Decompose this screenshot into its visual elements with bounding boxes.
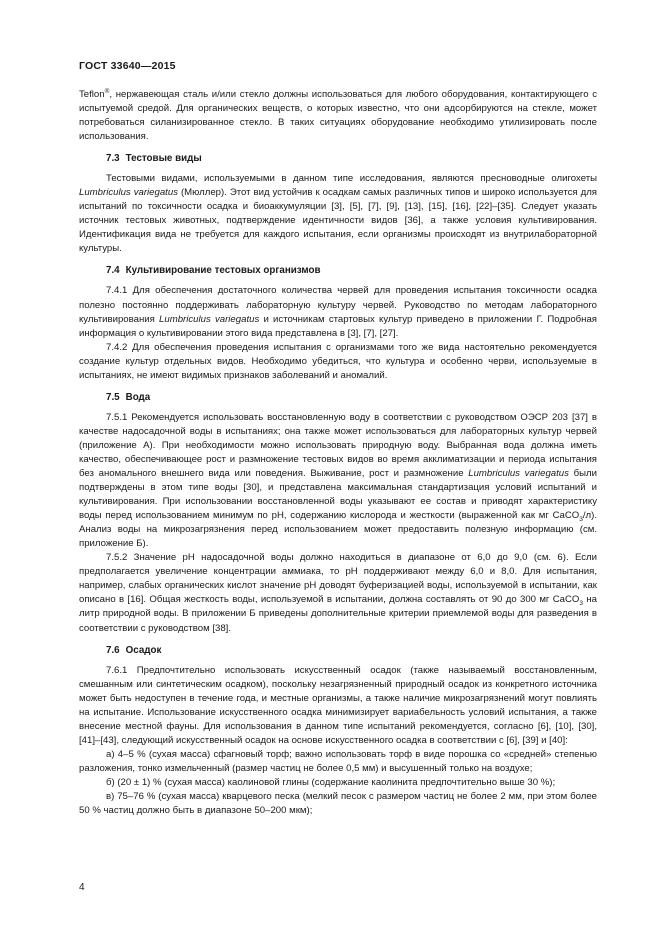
paragraph-7-6-1: 7.6.1 Предпочтительно использовать искусственный осадок (также называемый восстановленным, смешанным или синтетическим осадком), поскольку незагрязненный природный осадок из конкретного источника может быть недоступен в течение года, и местные организмы, а также наличие микрозагрязнений могут повлиять на испытание. Использование искусственного осадка минимизирует вариабельность условий испытания, а также внесение местной фауны. Для использования в данном типе испытаний рекомендуется, согласно [6], [10], [30], [41]–[43], следующий искусственный осадок на основе искусственного осадка в соответствии с [6], [39] и [40]: xyxy=(79,664,597,746)
section-heading-7-5: 7.5 Вода xyxy=(106,391,151,403)
document-header-title: ГОСТ 33640—2015 xyxy=(79,60,176,72)
section-heading-7-6: 7.6 Осадок xyxy=(106,644,162,656)
page-number: 4 xyxy=(79,882,85,893)
document-body xyxy=(79,88,597,818)
paragraph-7-4-2: 7.4.2 Для обеспечения проведения испытания с организмами того же вида настоятельно рекомендуется создание культур отдельных видов. Необходимо убедиться, что культура и особенно черви, используемые в испытаниях, не имеют видимых признаков заболеваний и аномалий. xyxy=(79,341,597,381)
section-heading-7-3: 7.3 Тестовые виды xyxy=(106,153,202,165)
list-item-c: в) 75–76 % (сухая масса) кварцевого песка (мелкий песок с размером частиц не более 2 мм, при этом более 50 % частиц должно быть в диапазоне 50–200 мкм); xyxy=(79,790,597,817)
paragraph-7-5-2: 7.5.2 Значение pH надосадочной воды должно находиться в диапазоне от 6,0 до 9,0 (см. 6). Если предполагается увеличение концентрации аммиака, то pH поддерживают между 6,0 и 8,0. Для испытания, например, слабых органических кислот значение pH доводят буферизацией воды, используемой в испытании, как описано в [16]. Общая жесткость воды, используемой в испытании, должна составлять от 90 до 300 мг CaCO$_3$ на литр природной воды. В приложении Б приведены дополнительные критерии приемлемой воды для разведения в соответствии с руководством [38]. xyxy=(79,552,597,634)
paragraph-7-5-1: 7.5.1 Рекомендуется использовать восстановленную воду в соответствии с руководством ОЭСР 203 [37] в качестве надосадочной воды в испытаниях; она также может использоваться для лабораторных культур червей (приложение А). При необходимости можно использовать природную воду. Выбранная вода должна иметь качество, обеспечивающее рост и размножение тестовых видов во время акклиматизации и периода испытания без аномального внешнего вида или поведения. Выживание, рост и размножение Lumbriculus variegatus были подтверждены в этом типе воды [30], и представлена максимальная стандартизация условий испытаний и культивирования. При использовании восстановленной воды указывают ее состав и приводят характеристику воды перед использованием минимум по pH, содержанию кислорода и жесткости (выраженной как мг CaCO$_3$/л). Анализ воды на микрозагрязнения перед использованием может предоставить полезную информацию (см. приложение Б). xyxy=(79,411,597,550)
list-item-a: а) 4–5 % (сухая масса) сфагновый торф; важно использовать торф в виде порошка со «средней» степенью разложения, тонко измельченный (размер частиц не более 0,5 мм) и высушенный только на воздухе; xyxy=(79,748,597,774)
list-item-b: б) (20 ± 1) % (сухая масса) каолиновой глины (содержание каолинита предпочтительно выше 30 %); xyxy=(106,776,556,788)
paragraph-7-4-1: 7.4.1 Для обеспечения достаточного количества червей для проведения испытания токсичности осадка полезно постоянно поддерживать лабораторную культуру червей. Руководство по методам лабораторного культивирования Lumbriculus variegatus и источникам стартовых культур приведено в приложении Г. Подробная информация о культивировании этого вида представлена в [3], [7], [27]. xyxy=(79,285,597,339)
paragraph-7-3: Тестовыми видами, используемыми в данном типе исследования, являются пресноводные олигохеты Lumbriculus variegatus (Мюллер). Этот вид устойчив к осадкам самых различных типов и широко используется для испытаний по токсичности осадка и биоаккумуляции [3], [5], [7], [9], [13], [15], [16], [22]–[35]. Следует указать источник тестовых животных, подтверждение идентичности видов [36], а также условия культивирования. Идентификация вида не требуется для каждого испытания, если организмы происходят из внутрилабораторной культуры. xyxy=(79,173,597,255)
paragraph-intro: Teflon®, нержавеющая сталь и/или стекло должны использоваться для любого оборудования, контактирующего с испытуемой средой. Для органических веществ, о которых известно, что они адсорбируются на стекле, может потребоваться силанизированное стекло. В таких ситуациях оборудование необходимо утилизировать после использования. xyxy=(79,87,597,143)
section-heading-7-4: 7.4 Культивирование тестовых организмов xyxy=(106,265,321,277)
